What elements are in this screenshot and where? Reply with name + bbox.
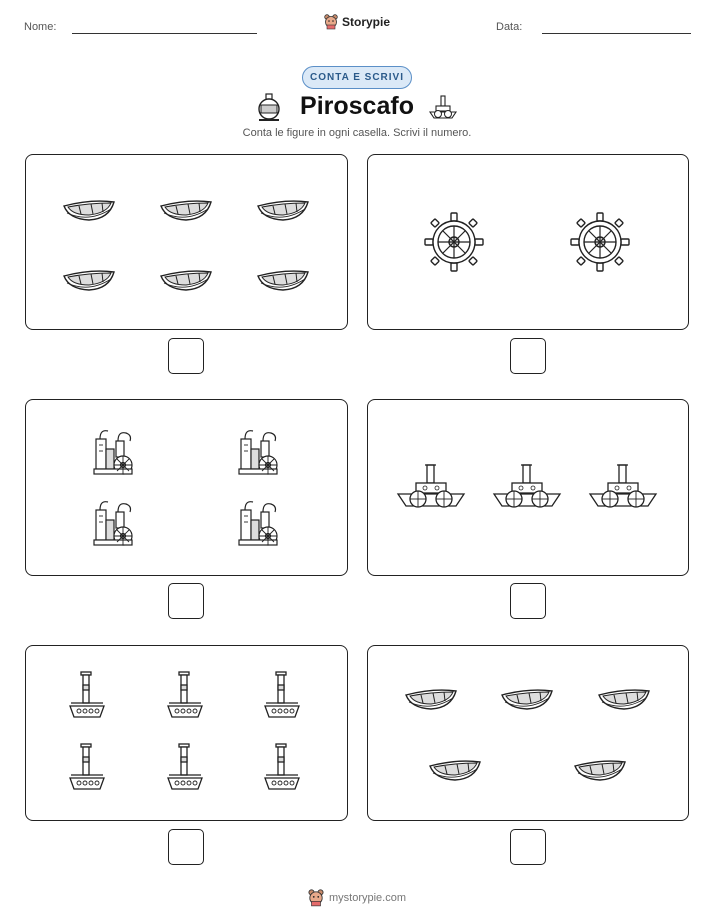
answer-box-5[interactable] — [168, 829, 204, 865]
date-label: Data: — [496, 21, 523, 33]
name-label: Nome: — [24, 21, 57, 33]
rowboat-icon — [158, 193, 214, 223]
instructions: Conta le figure in ogni casella. Scrivi il numero. — [242, 127, 472, 139]
answer-box-4[interactable] — [510, 583, 546, 619]
answer-box-1[interactable] — [168, 338, 204, 374]
answer-box-2[interactable] — [510, 338, 546, 374]
count-card-1 — [25, 154, 348, 330]
rowboat-icon — [403, 682, 459, 712]
ship-wheel-icon — [424, 212, 484, 272]
answer-box-3[interactable] — [168, 583, 204, 619]
paddle-steamer-icon — [428, 95, 458, 121]
rowboat-icon — [61, 263, 117, 293]
brand-logo — [324, 14, 390, 30]
answer-box-6[interactable] — [510, 829, 546, 865]
date-line[interactable] — [542, 33, 691, 34]
paddle-steamer-icon — [396, 463, 466, 513]
count-card-2 — [367, 154, 689, 330]
smokestack-boat-icon — [165, 743, 205, 793]
smokestack-boat-icon — [67, 743, 107, 793]
footer — [0, 889, 714, 907]
activity-badge: CONTA E SCRIVI — [302, 66, 412, 89]
steam-engine-icon — [92, 498, 136, 548]
rowboat-icon — [596, 682, 652, 712]
smokestack-boat-icon — [262, 743, 302, 793]
count-card-3 — [25, 399, 348, 576]
ship-wheel-icon — [570, 212, 630, 272]
rowboat-icon — [255, 263, 311, 293]
page-title: Piroscafo — [300, 92, 414, 120]
bear-icon — [324, 14, 338, 30]
paddle-steamer-icon — [588, 463, 658, 513]
brand-name: Storypie — [342, 15, 391, 29]
rowboat-icon — [427, 753, 483, 783]
rowboat-icon — [572, 753, 628, 783]
steam-engine-icon — [237, 498, 281, 548]
steam-engine-icon — [92, 427, 136, 477]
count-card-6 — [367, 645, 689, 821]
name-line[interactable] — [72, 33, 257, 34]
smokestack-boat-icon — [165, 671, 205, 721]
rowboat-icon — [499, 682, 555, 712]
rowboat-icon — [61, 193, 117, 223]
smokestack-boat-icon — [262, 671, 302, 721]
rowboat-icon — [158, 263, 214, 293]
bear-icon — [308, 889, 324, 907]
rowboat-icon — [255, 193, 311, 223]
footer-url[interactable]: mystorypie.com — [328, 892, 407, 904]
smokestack-boat-icon — [67, 671, 107, 721]
paddle-steamer-icon — [492, 463, 562, 513]
steam-engine-icon — [237, 427, 281, 477]
